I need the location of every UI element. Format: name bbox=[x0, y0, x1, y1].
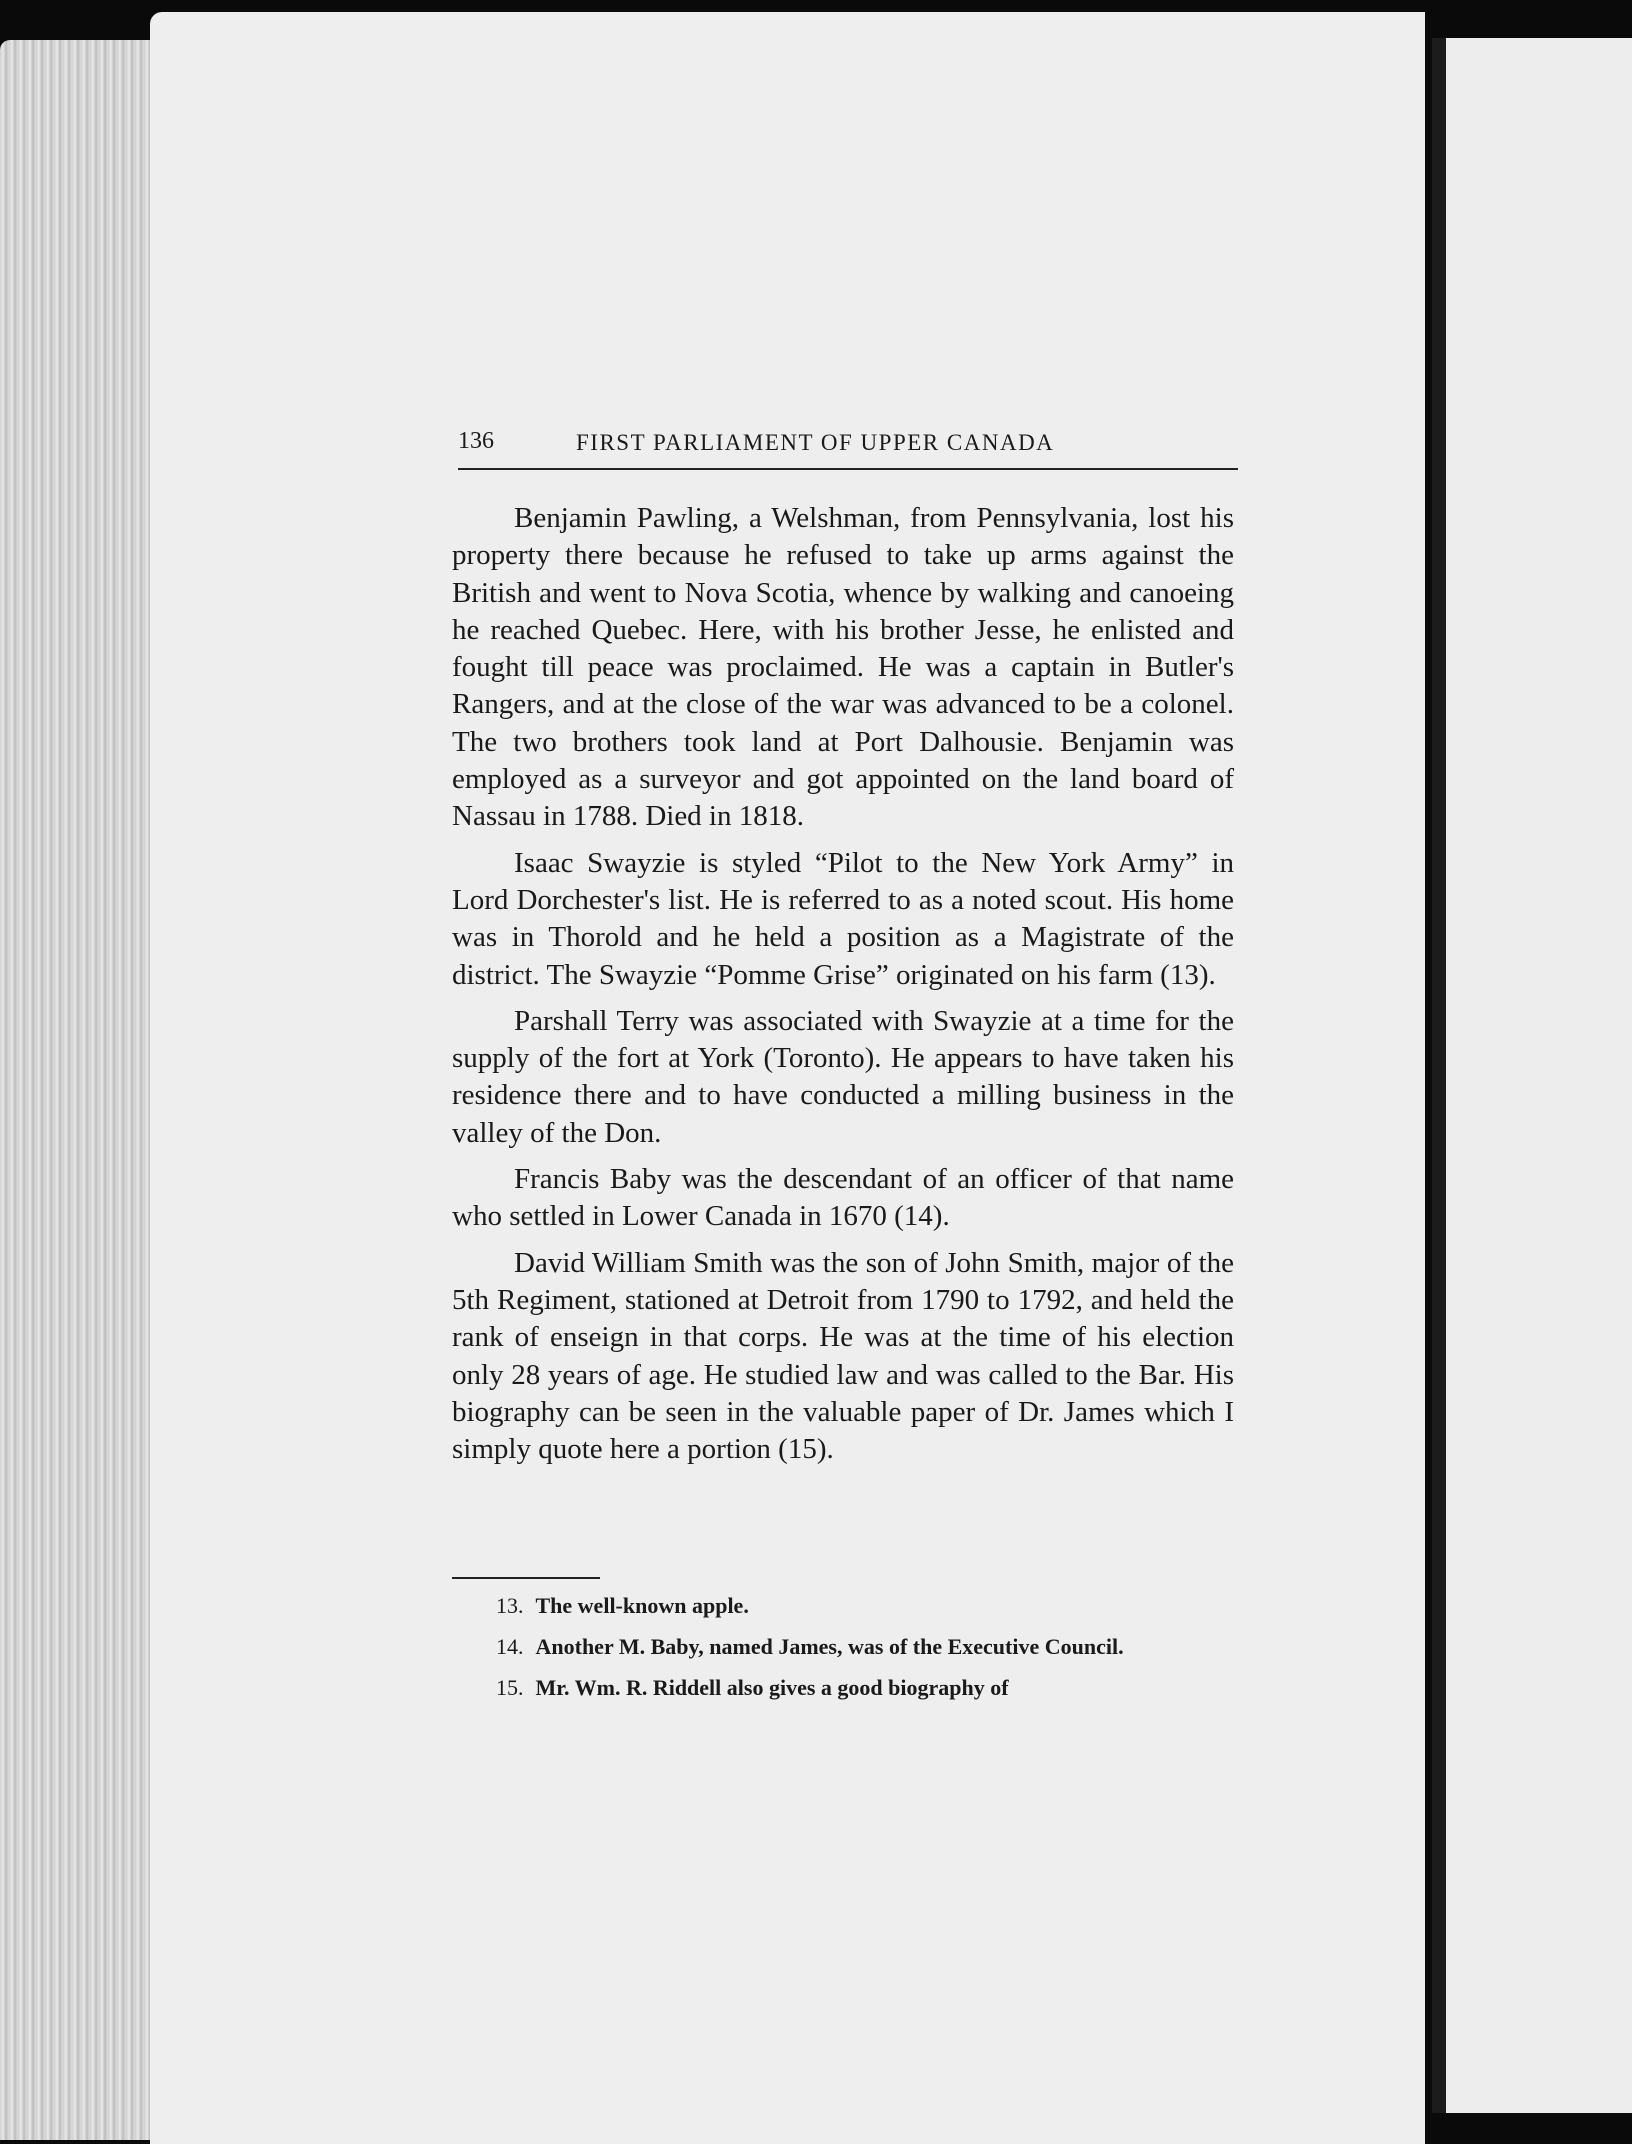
footnote-text: Mr. Wm. R. Riddell also gives a good biography of bbox=[535, 1675, 1009, 1700]
paragraph-pawling: Benjamin Pawling, a Welshman, from Pennsylvania, lost his property there because he refused to take up arms against the British and went to Nova Scotia, whence by walking and canoeing he reached Quebec. Here, with his brother Jesse, he enlisted and fought till peace was proclaimed. He was a captain in Butler's Rangers, and at the close of the war was advanced to be a colonel. The two brothers took land at Port Dalhousie. Benjamin was employed as a surveyor and got appointed on the land board of Nassau in 1788. Died in 1818. bbox=[452, 502, 1234, 833]
footnote-number: 14. bbox=[496, 1634, 524, 1659]
paragraph-smith: David William Smith was the son of John Smith, major of the 5th Regiment, stationed at Detroit from 1790 to 1792, and held the rank of enseign in that corps. He was at the time of his election only 28 years of age. He studied law and was called to the Bar. His biography can be seen in the valuable paper of Dr. James which I simply quote here a portion (15). bbox=[452, 1246, 1234, 1466]
footnote-text: Another M. Baby, named James, was of the Executive Council. bbox=[535, 1634, 1124, 1659]
footnote-text: The well-known apple. bbox=[535, 1593, 749, 1618]
running-title: FIRST PARLIAMENT OF UPPER CANADA bbox=[576, 430, 1055, 455]
paragraph-swayzie: Isaac Swayzie is styled “Pilot to the New York Army” in Lord Dorchester's list. He is referred to as a noted scout. His home was in Thorold and he held a position as a Magistrate of the district. The Swayzie “Pomme Grise” originated on his farm (13). bbox=[452, 846, 1234, 991]
facing-page bbox=[1432, 38, 1632, 2113]
paragraph-terry: Parshall Terry was associated with Swayzie at a time for the supply of the fort at York (Toronto). He appears to have taken his residence there and to have conducted a milling business in the valley of the Don. bbox=[452, 1004, 1234, 1149]
footnote-13 bbox=[450, 1593, 1230, 1619]
footnote-14 bbox=[450, 1634, 1230, 1660]
page-number: 136 bbox=[458, 428, 494, 454]
paragraph-baby: Francis Baby was the descendant of an officer of that name who settled in Lower Canada in 1670 (14). bbox=[452, 1163, 1234, 1233]
page-header bbox=[458, 428, 1238, 470]
footnotes bbox=[450, 1593, 1230, 1716]
footnote-15 bbox=[450, 1675, 1230, 1701]
footnote-number: 15. bbox=[496, 1675, 524, 1700]
footnote-number: 13. bbox=[496, 1593, 524, 1618]
footnote-rule bbox=[452, 1577, 600, 1579]
body-text bbox=[452, 500, 1234, 1477]
